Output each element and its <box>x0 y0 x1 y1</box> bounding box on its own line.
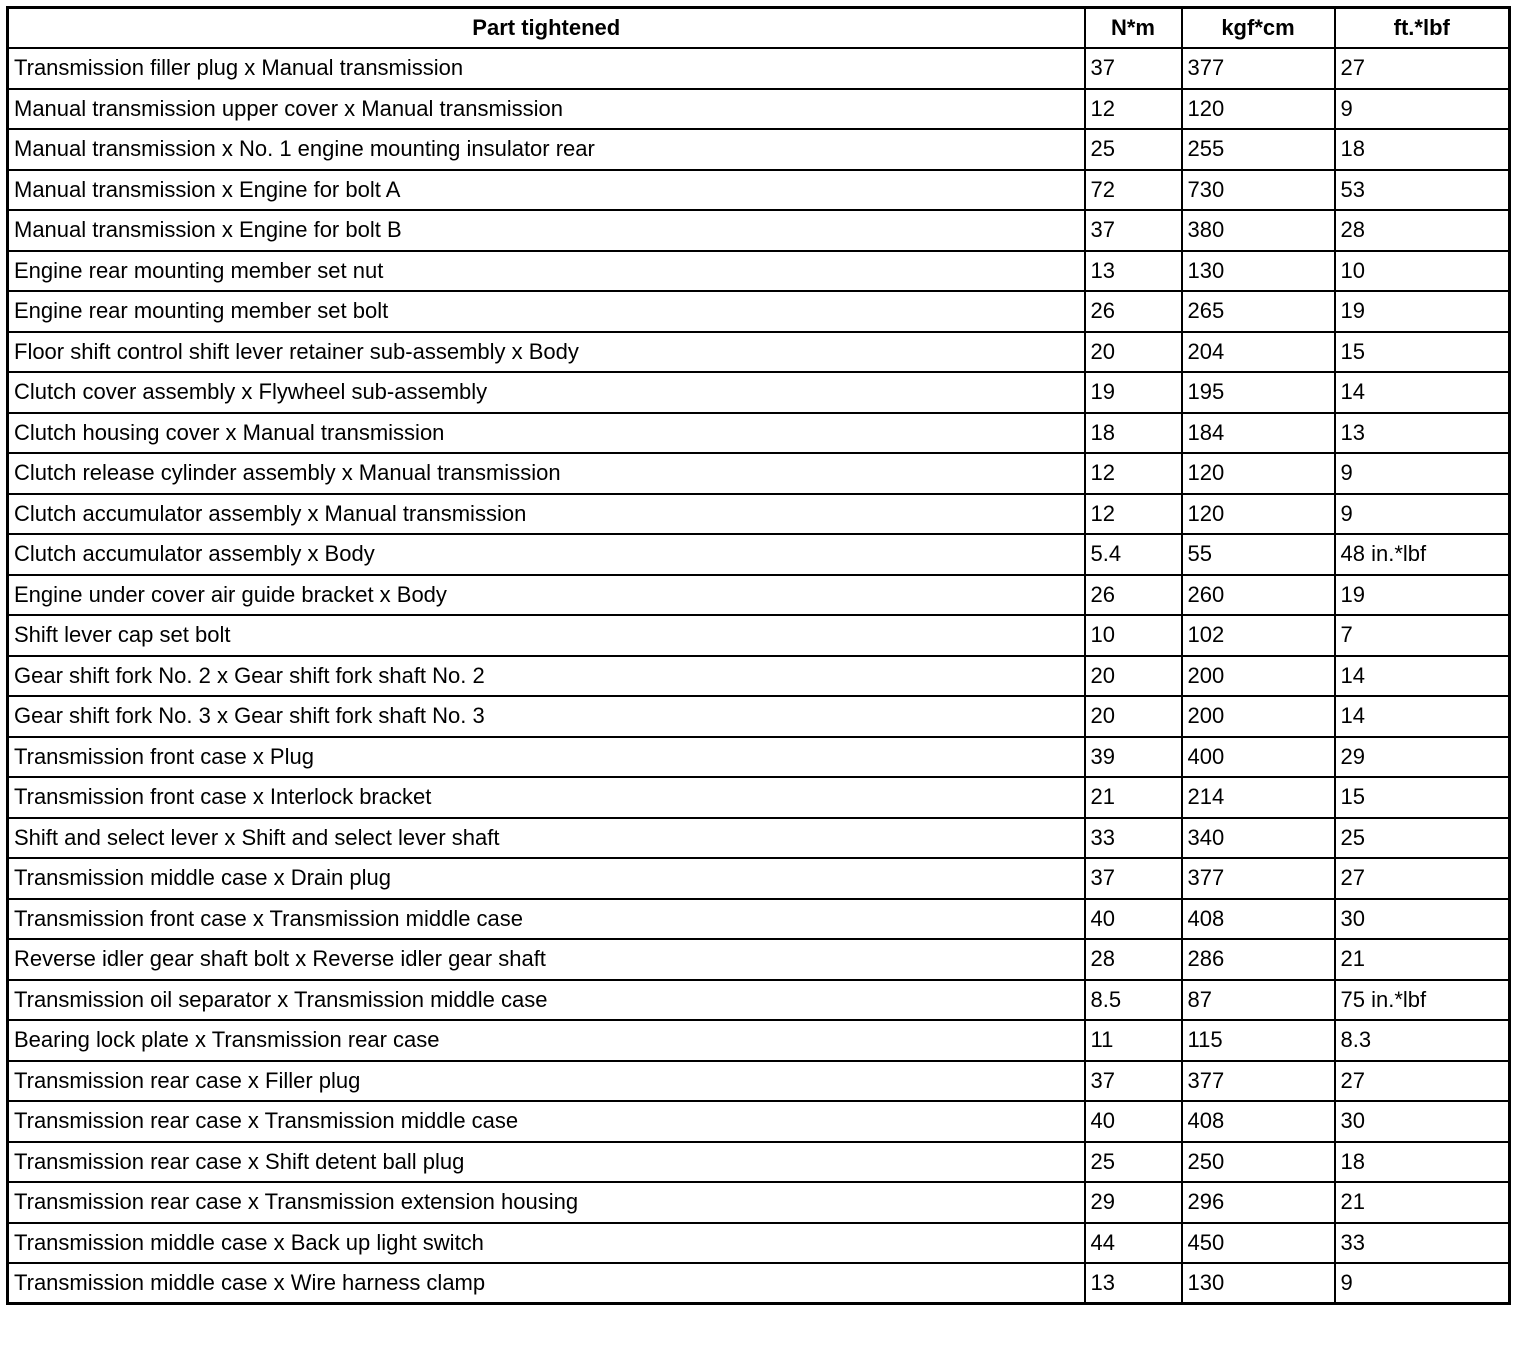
cell-newton-meter: 25 <box>1085 129 1182 170</box>
cell-part-tightened: Manual transmission x No. 1 engine mounting insulator rear <box>8 129 1085 170</box>
cell-kgf-cm: 408 <box>1182 899 1335 940</box>
table-row <box>8 818 1510 859</box>
cell-newton-meter: 20 <box>1085 656 1182 697</box>
table-row <box>8 210 1510 251</box>
cell-part-tightened: Transmission middle case x Back up light switch <box>8 1223 1085 1264</box>
table-row <box>8 332 1510 373</box>
table-row <box>8 413 1510 454</box>
cell-ft-lbf: 21 <box>1335 1182 1510 1223</box>
cell-kgf-cm: 120 <box>1182 453 1335 494</box>
cell-kgf-cm: 296 <box>1182 1182 1335 1223</box>
cell-ft-lbf: 30 <box>1335 899 1510 940</box>
cell-newton-meter: 11 <box>1085 1020 1182 1061</box>
cell-kgf-cm: 214 <box>1182 777 1335 818</box>
cell-newton-meter: 37 <box>1085 48 1182 89</box>
cell-newton-meter: 40 <box>1085 899 1182 940</box>
cell-newton-meter: 13 <box>1085 1263 1182 1304</box>
cell-newton-meter: 20 <box>1085 332 1182 373</box>
cell-kgf-cm: 184 <box>1182 413 1335 454</box>
cell-part-tightened: Reverse idler gear shaft bolt x Reverse idler gear shaft <box>8 939 1085 980</box>
cell-newton-meter: 33 <box>1085 818 1182 859</box>
cell-newton-meter: 21 <box>1085 777 1182 818</box>
cell-part-tightened: Transmission front case x Transmission middle case <box>8 899 1085 940</box>
cell-kgf-cm: 377 <box>1182 858 1335 899</box>
table-row <box>8 980 1510 1021</box>
table-row <box>8 494 1510 535</box>
table-row <box>8 1263 1510 1304</box>
table-row <box>8 251 1510 292</box>
cell-ft-lbf: 30 <box>1335 1101 1510 1142</box>
cell-kgf-cm: 400 <box>1182 737 1335 778</box>
table-row <box>8 1061 1510 1102</box>
cell-newton-meter: 37 <box>1085 210 1182 251</box>
cell-kgf-cm: 255 <box>1182 129 1335 170</box>
cell-ft-lbf: 9 <box>1335 453 1510 494</box>
cell-newton-meter: 10 <box>1085 615 1182 656</box>
cell-newton-meter: 72 <box>1085 170 1182 211</box>
cell-newton-meter: 37 <box>1085 1061 1182 1102</box>
table-row <box>8 453 1510 494</box>
header-newton-meter: N*m <box>1085 8 1182 49</box>
table-row <box>8 534 1510 575</box>
cell-newton-meter: 18 <box>1085 413 1182 454</box>
cell-ft-lbf: 15 <box>1335 777 1510 818</box>
cell-part-tightened: Shift and select lever x Shift and select lever shaft <box>8 818 1085 859</box>
cell-part-tightened: Gear shift fork No. 2 x Gear shift fork shaft No. 2 <box>8 656 1085 697</box>
cell-kgf-cm: 200 <box>1182 656 1335 697</box>
cell-ft-lbf: 27 <box>1335 858 1510 899</box>
cell-ft-lbf: 14 <box>1335 696 1510 737</box>
cell-part-tightened: Manual transmission upper cover x Manual transmission <box>8 89 1085 130</box>
cell-kgf-cm: 260 <box>1182 575 1335 616</box>
table-row <box>8 575 1510 616</box>
cell-ft-lbf: 8.3 <box>1335 1020 1510 1061</box>
table-body <box>8 48 1510 1304</box>
table-row <box>8 899 1510 940</box>
cell-kgf-cm: 204 <box>1182 332 1335 373</box>
table-row <box>8 89 1510 130</box>
cell-part-tightened: Transmission rear case x Shift detent ball plug <box>8 1142 1085 1183</box>
cell-ft-lbf: 28 <box>1335 210 1510 251</box>
cell-kgf-cm: 265 <box>1182 291 1335 332</box>
cell-newton-meter: 8.5 <box>1085 980 1182 1021</box>
cell-newton-meter: 5.4 <box>1085 534 1182 575</box>
cell-part-tightened: Clutch accumulator assembly x Body <box>8 534 1085 575</box>
cell-kgf-cm: 286 <box>1182 939 1335 980</box>
cell-newton-meter: 44 <box>1085 1223 1182 1264</box>
table-header-row <box>8 8 1510 49</box>
header-ft-lbf: ft.*lbf <box>1335 8 1510 49</box>
header-kgf-cm: kgf*cm <box>1182 8 1335 49</box>
cell-ft-lbf: 27 <box>1335 1061 1510 1102</box>
cell-part-tightened: Transmission rear case x Transmission extension housing <box>8 1182 1085 1223</box>
cell-kgf-cm: 130 <box>1182 1263 1335 1304</box>
cell-ft-lbf: 53 <box>1335 170 1510 211</box>
cell-part-tightened: Transmission rear case x Filler plug <box>8 1061 1085 1102</box>
cell-kgf-cm: 195 <box>1182 372 1335 413</box>
cell-part-tightened: Manual transmission x Engine for bolt B <box>8 210 1085 251</box>
cell-kgf-cm: 380 <box>1182 210 1335 251</box>
cell-kgf-cm: 102 <box>1182 615 1335 656</box>
table-row <box>8 170 1510 211</box>
cell-ft-lbf: 15 <box>1335 332 1510 373</box>
cell-kgf-cm: 130 <box>1182 251 1335 292</box>
cell-ft-lbf: 13 <box>1335 413 1510 454</box>
table-row <box>8 129 1510 170</box>
table-row <box>8 1182 1510 1223</box>
cell-part-tightened: Shift lever cap set bolt <box>8 615 1085 656</box>
cell-part-tightened: Manual transmission x Engine for bolt A <box>8 170 1085 211</box>
cell-newton-meter: 20 <box>1085 696 1182 737</box>
cell-part-tightened: Bearing lock plate x Transmission rear case <box>8 1020 1085 1061</box>
cell-ft-lbf: 14 <box>1335 656 1510 697</box>
cell-ft-lbf: 10 <box>1335 251 1510 292</box>
table-row <box>8 656 1510 697</box>
table-row <box>8 1101 1510 1142</box>
table-row <box>8 48 1510 89</box>
cell-kgf-cm: 250 <box>1182 1142 1335 1183</box>
cell-ft-lbf: 9 <box>1335 494 1510 535</box>
cell-newton-meter: 26 <box>1085 575 1182 616</box>
cell-newton-meter: 12 <box>1085 89 1182 130</box>
cell-part-tightened: Clutch accumulator assembly x Manual transmission <box>8 494 1085 535</box>
cell-ft-lbf: 14 <box>1335 372 1510 413</box>
cell-ft-lbf: 21 <box>1335 939 1510 980</box>
cell-newton-meter: 12 <box>1085 453 1182 494</box>
cell-part-tightened: Transmission rear case x Transmission middle case <box>8 1101 1085 1142</box>
cell-newton-meter: 40 <box>1085 1101 1182 1142</box>
cell-newton-meter: 26 <box>1085 291 1182 332</box>
cell-ft-lbf: 18 <box>1335 1142 1510 1183</box>
cell-ft-lbf: 25 <box>1335 818 1510 859</box>
cell-ft-lbf: 75 in.*lbf <box>1335 980 1510 1021</box>
cell-ft-lbf: 9 <box>1335 1263 1510 1304</box>
table-row <box>8 858 1510 899</box>
cell-ft-lbf: 29 <box>1335 737 1510 778</box>
cell-kgf-cm: 120 <box>1182 89 1335 130</box>
table-row <box>8 1142 1510 1183</box>
cell-part-tightened: Clutch release cylinder assembly x Manual transmission <box>8 453 1085 494</box>
cell-part-tightened: Transmission middle case x Drain plug <box>8 858 1085 899</box>
cell-newton-meter: 12 <box>1085 494 1182 535</box>
cell-part-tightened: Transmission front case x Plug <box>8 737 1085 778</box>
cell-kgf-cm: 55 <box>1182 534 1335 575</box>
table-row <box>8 777 1510 818</box>
cell-kgf-cm: 730 <box>1182 170 1335 211</box>
table-row <box>8 615 1510 656</box>
header-part-tightened: Part tightened <box>8 8 1085 49</box>
cell-ft-lbf: 19 <box>1335 291 1510 332</box>
cell-ft-lbf: 27 <box>1335 48 1510 89</box>
cell-kgf-cm: 450 <box>1182 1223 1335 1264</box>
cell-part-tightened: Engine rear mounting member set bolt <box>8 291 1085 332</box>
table-row <box>8 291 1510 332</box>
cell-ft-lbf: 48 in.*lbf <box>1335 534 1510 575</box>
cell-newton-meter: 29 <box>1085 1182 1182 1223</box>
cell-newton-meter: 28 <box>1085 939 1182 980</box>
cell-kgf-cm: 377 <box>1182 1061 1335 1102</box>
cell-part-tightened: Engine rear mounting member set nut <box>8 251 1085 292</box>
cell-kgf-cm: 120 <box>1182 494 1335 535</box>
cell-newton-meter: 13 <box>1085 251 1182 292</box>
cell-ft-lbf: 18 <box>1335 129 1510 170</box>
cell-part-tightened: Engine under cover air guide bracket x Body <box>8 575 1085 616</box>
torque-spec-table <box>6 6 1511 1305</box>
cell-kgf-cm: 200 <box>1182 696 1335 737</box>
cell-part-tightened: Clutch housing cover x Manual transmission <box>8 413 1085 454</box>
cell-newton-meter: 25 <box>1085 1142 1182 1183</box>
cell-kgf-cm: 340 <box>1182 818 1335 859</box>
cell-newton-meter: 37 <box>1085 858 1182 899</box>
cell-kgf-cm: 87 <box>1182 980 1335 1021</box>
table-row <box>8 1223 1510 1264</box>
cell-part-tightened: Clutch cover assembly x Flywheel sub-assembly <box>8 372 1085 413</box>
cell-ft-lbf: 7 <box>1335 615 1510 656</box>
table-row <box>8 939 1510 980</box>
table-row <box>8 1020 1510 1061</box>
cell-part-tightened: Floor shift control shift lever retainer sub-assembly x Body <box>8 332 1085 373</box>
cell-kgf-cm: 408 <box>1182 1101 1335 1142</box>
cell-ft-lbf: 9 <box>1335 89 1510 130</box>
cell-ft-lbf: 33 <box>1335 1223 1510 1264</box>
cell-part-tightened: Transmission oil separator x Transmission middle case <box>8 980 1085 1021</box>
cell-kgf-cm: 115 <box>1182 1020 1335 1061</box>
cell-kgf-cm: 377 <box>1182 48 1335 89</box>
cell-part-tightened: Gear shift fork No. 3 x Gear shift fork shaft No. 3 <box>8 696 1085 737</box>
cell-newton-meter: 19 <box>1085 372 1182 413</box>
table-row <box>8 372 1510 413</box>
cell-part-tightened: Transmission middle case x Wire harness clamp <box>8 1263 1085 1304</box>
table-row <box>8 737 1510 778</box>
cell-newton-meter: 39 <box>1085 737 1182 778</box>
cell-part-tightened: Transmission filler plug x Manual transmission <box>8 48 1085 89</box>
cell-ft-lbf: 19 <box>1335 575 1510 616</box>
cell-part-tightened: Transmission front case x Interlock bracket <box>8 777 1085 818</box>
table-row <box>8 696 1510 737</box>
